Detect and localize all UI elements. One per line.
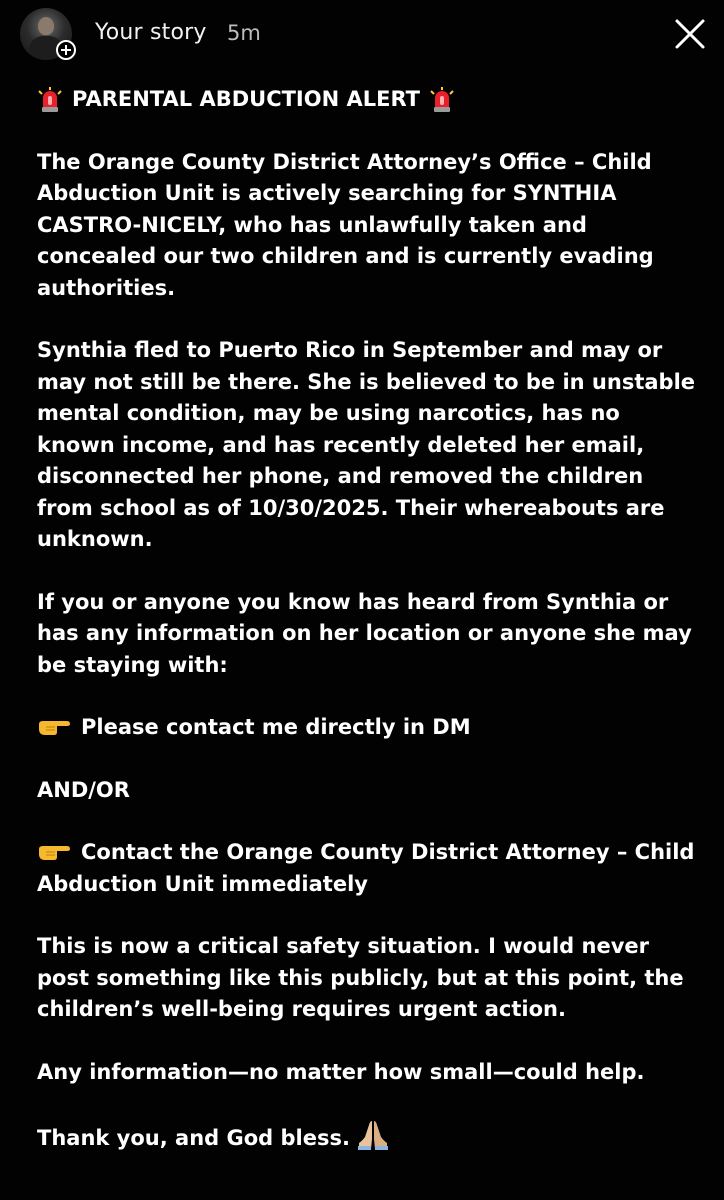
pointing-hand-icon: [37, 841, 71, 861]
story-text: [37, 84, 697, 1155]
add-story-icon[interactable]: [56, 40, 76, 60]
and-or-text: AND/OR: [37, 777, 130, 802]
story-timestamp: 5m: [227, 21, 261, 45]
signoff-row: [37, 1119, 697, 1155]
close-icon[interactable]: [670, 14, 710, 54]
paragraph: Synthia fled to Puerto Rico in September and may or may not still be there. She is believed to be in unstable mental condition, may be using narcotics, has no known income, and has recently deleted her email, disconnected her phone, and removed the children from school as of 10/30/2025. Their whereabouts are unknown.: [37, 338, 696, 551]
contact-dm-text: Please contact me directly in DM: [81, 715, 471, 739]
contact-da-text: Contact the Orange County District Attorney – Child Abduction Unit immediately: [37, 840, 695, 896]
story-owner-label[interactable]: Your story: [95, 20, 207, 45]
siren-icon: [37, 87, 63, 113]
contact-dm-item: [37, 712, 697, 744]
paragraph: Any information—no matter how small—could help.: [37, 1059, 645, 1084]
alert-title-row: [37, 84, 697, 116]
signoff-text: Thank you, and God bless.: [37, 1126, 350, 1150]
paragraph: If you or anyone you know has heard from Synthia or has any information on her location or anyone she may be staying with:: [37, 589, 692, 677]
alert-title: PARENTAL ABDUCTION ALERT: [72, 87, 421, 111]
paragraph: The Orange County District Attorney’s Office – Child Abduction Unit is actively searching for SYNTHIA CASTRO-NICELY, who has unlawfully taken and concealed our two children and is currently evading authorities.: [37, 149, 654, 300]
contact-da-item: [37, 837, 697, 900]
siren-icon: [429, 87, 455, 113]
paragraph: This is now a critical safety situation. I would never post something like this publicly, but at this point, the children’s well-being requires urgent action.: [37, 934, 684, 1021]
story-header: [0, 0, 724, 70]
pointing-hand-icon: [37, 716, 71, 736]
avatar-head: [38, 17, 54, 35]
praying-hands-icon: [356, 1119, 390, 1151]
